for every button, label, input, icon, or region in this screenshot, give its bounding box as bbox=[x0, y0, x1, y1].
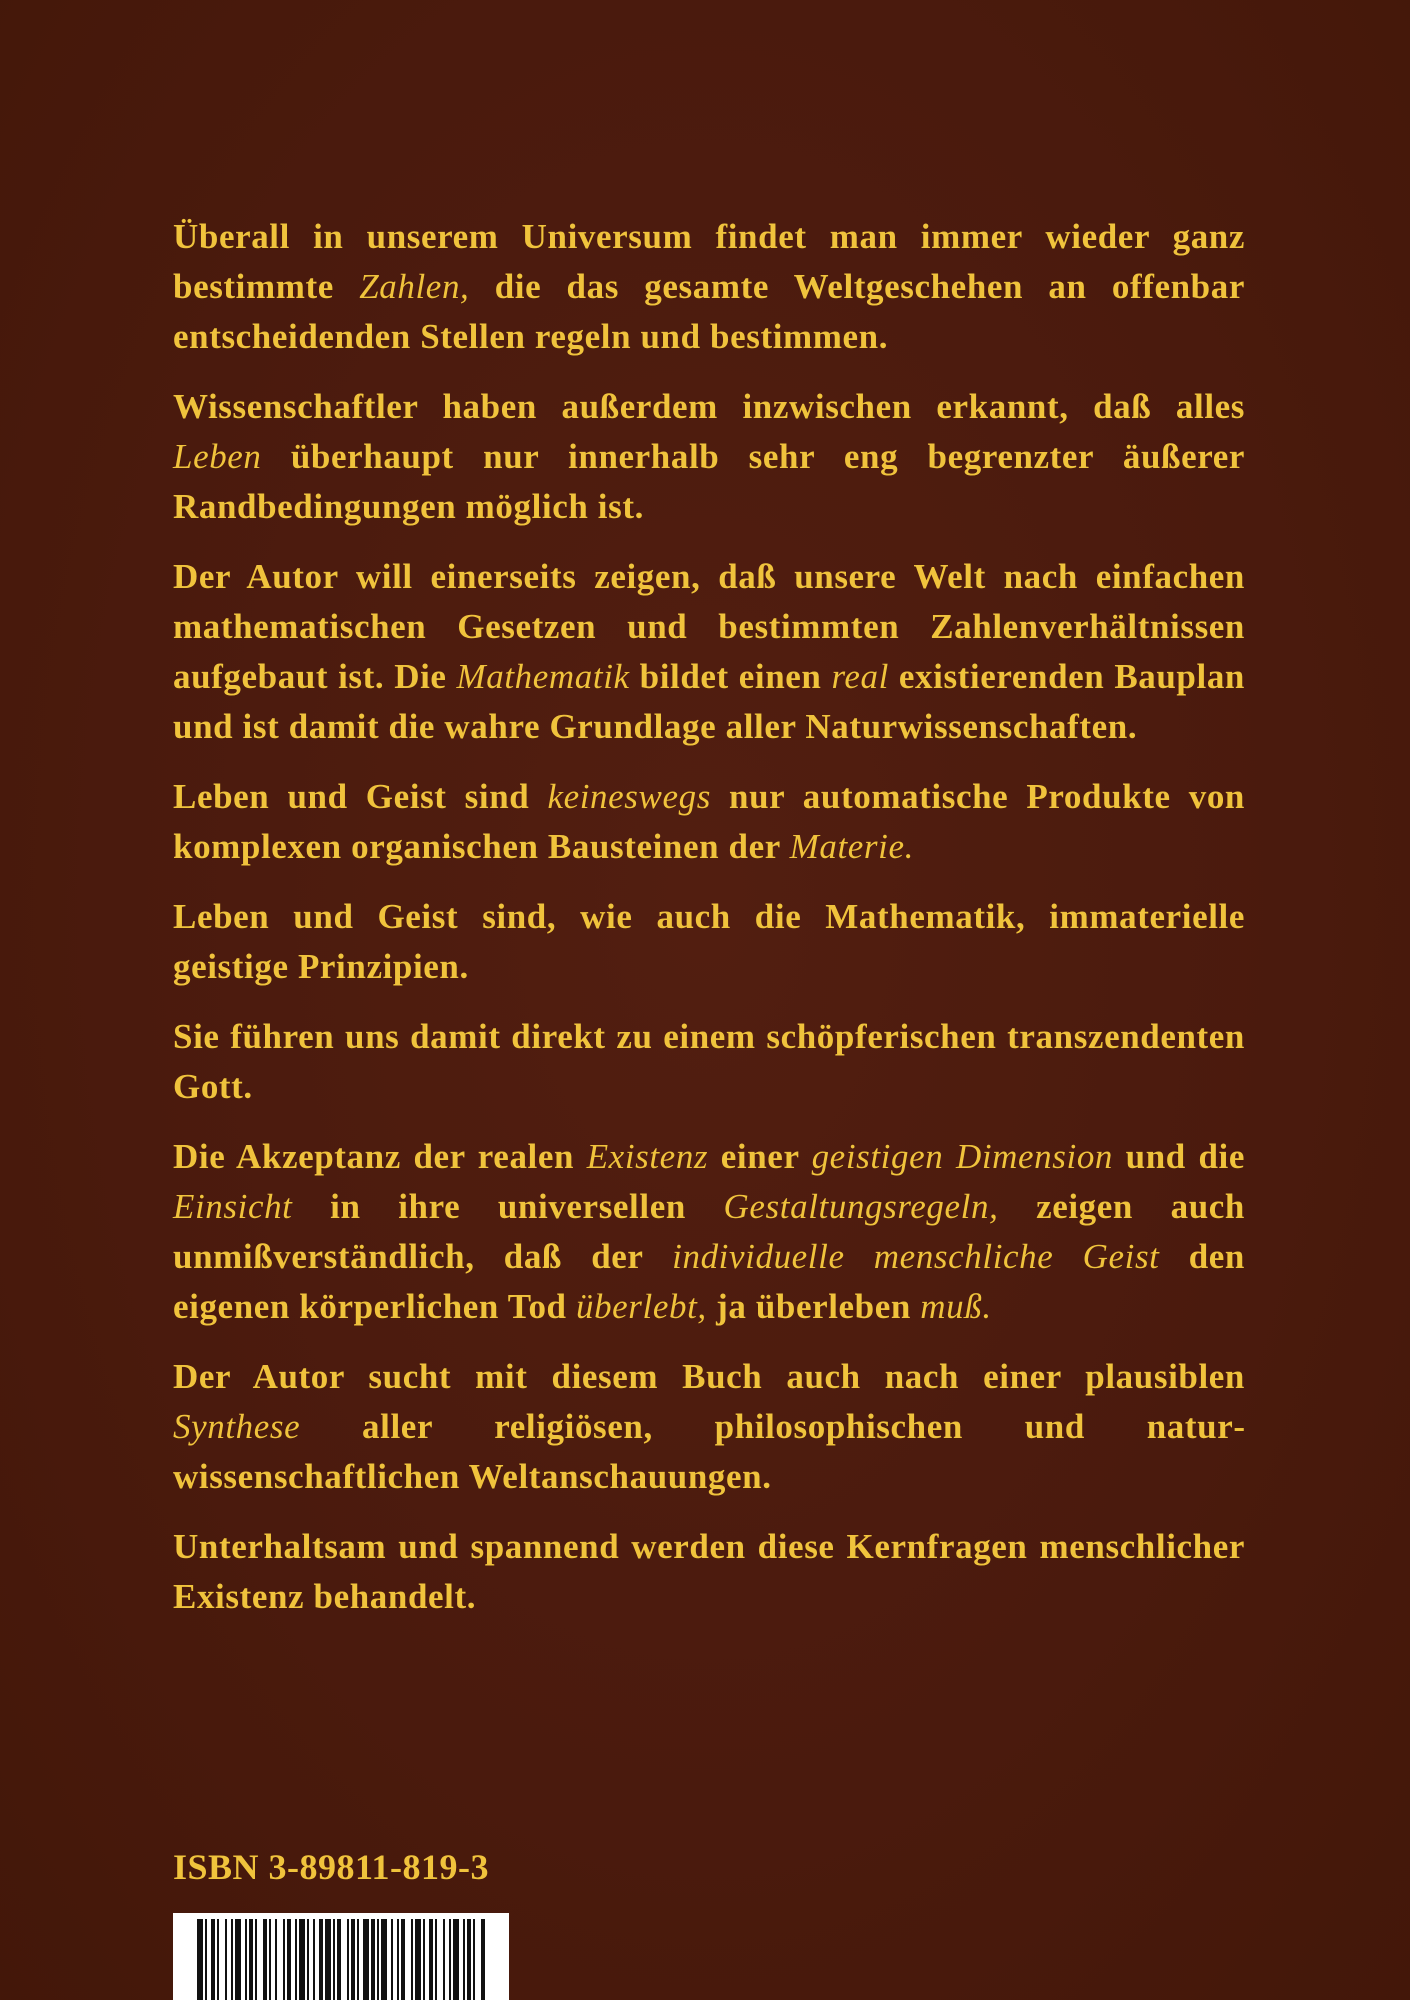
barcode-bar bbox=[275, 1919, 277, 2000]
isbn-label: ISBN 3-89811-819-3 bbox=[173, 1847, 490, 1887]
barcode-bar bbox=[211, 1919, 215, 2000]
emphasis-text: Leben bbox=[173, 437, 262, 476]
text-run: Unterhaltsam und spannend werden diese Kernfragen menschlicher Existenz behandelt. bbox=[173, 1527, 1245, 1616]
paragraph bbox=[173, 382, 1245, 532]
barcode-bar bbox=[231, 1919, 233, 2000]
barcode-bar bbox=[205, 1919, 207, 2000]
barcode-bar bbox=[295, 1919, 297, 2000]
barcode-bar bbox=[463, 1919, 465, 2000]
emphasis-text: Einsicht bbox=[173, 1187, 293, 1226]
barcode-bar bbox=[411, 1919, 413, 2000]
emphasis-text: Mathematik bbox=[456, 657, 630, 696]
barcode-bar bbox=[299, 1919, 305, 2000]
barcode-bar bbox=[481, 1919, 485, 2000]
text-run: Der Autor sucht mit diesem Buch auch nach einer plausiblen bbox=[173, 1357, 1245, 1396]
text-run: Sie führen uns damit direkt zu einem schöpferischen transzendenten Gott. bbox=[173, 1017, 1245, 1106]
barcode-bar bbox=[423, 1919, 425, 2000]
text-run: ja überleben bbox=[706, 1287, 921, 1326]
barcode-bar bbox=[197, 1919, 203, 2000]
barcode-bar bbox=[235, 1919, 241, 2000]
barcode-bar bbox=[429, 1919, 433, 2000]
paragraph bbox=[173, 1352, 1245, 1502]
barcode-bar bbox=[269, 1919, 271, 2000]
barcode-bars bbox=[197, 1919, 485, 2000]
barcode-bar bbox=[283, 1919, 285, 2000]
text-run: Die Akzeptanz der realen bbox=[173, 1137, 587, 1176]
barcode-bar bbox=[397, 1919, 399, 2000]
text-run: aller religiösen, philosophischen und naturwissenschaftlichen Weltanschauungen. bbox=[173, 1407, 1245, 1496]
barcode-bar bbox=[319, 1919, 323, 2000]
text-run: in ihre universellen bbox=[292, 1187, 724, 1226]
barcode-bar bbox=[249, 1919, 253, 2000]
paragraph bbox=[173, 1012, 1245, 1112]
emphasis-text: real bbox=[831, 657, 889, 696]
barcode-bar bbox=[225, 1919, 227, 2000]
barcode-bar bbox=[263, 1919, 267, 2000]
barcode-bar bbox=[377, 1919, 379, 2000]
emphasis-text: Materie. bbox=[789, 827, 914, 866]
barcode-bar bbox=[391, 1919, 393, 2000]
emphasis-text: Synthese bbox=[173, 1407, 301, 1446]
barcode-bar bbox=[217, 1919, 219, 2000]
emphasis-text: muß. bbox=[920, 1287, 992, 1326]
barcode-bar bbox=[347, 1919, 349, 2000]
emphasis-text: überlebt, bbox=[575, 1287, 707, 1326]
barcode-bar bbox=[467, 1919, 471, 2000]
barcode-bar bbox=[357, 1919, 359, 2000]
paragraph bbox=[173, 1522, 1245, 1622]
text-run: einer bbox=[708, 1137, 812, 1176]
barcode-bar bbox=[307, 1919, 309, 2000]
barcode-bar bbox=[453, 1919, 459, 2000]
barcode-bar bbox=[325, 1919, 331, 2000]
emphasis-text: keineswegs bbox=[547, 777, 711, 816]
text-run: Leben und Geist sind bbox=[173, 777, 548, 816]
text-run: zeigen auch unmißverständlich, daß der bbox=[173, 1187, 1245, 1276]
text-run: existierenden Bauplan und ist damit die wahre Grundlage aller Naturwissenschaften. bbox=[173, 657, 1245, 746]
barcode bbox=[173, 1913, 509, 2000]
barcode-bar bbox=[371, 1919, 375, 2000]
barcode-bar bbox=[363, 1919, 369, 2000]
paragraph bbox=[173, 552, 1245, 752]
text-run: Leben und Geist sind, wie auch die Mathematik, immaterielle geistige Prinzipien. bbox=[173, 897, 1245, 986]
text-run: Überall in unserem Universum findet man immer wieder ganz bestimmte bbox=[173, 217, 1245, 306]
barcode-bar bbox=[435, 1919, 437, 2000]
barcode-bar bbox=[415, 1919, 421, 2000]
barcode-bar bbox=[401, 1919, 405, 2000]
barcode-bar bbox=[473, 1919, 475, 2000]
emphasis-text: geistigen Dimension bbox=[811, 1137, 1114, 1176]
barcode-bar bbox=[333, 1919, 335, 2000]
barcode-bar bbox=[381, 1919, 387, 2000]
barcode-bar bbox=[443, 1919, 445, 2000]
paragraph bbox=[173, 1132, 1245, 1332]
text-run: bildet einen bbox=[629, 657, 832, 696]
paragraph bbox=[173, 212, 1245, 362]
barcode-bar bbox=[245, 1919, 247, 2000]
paragraph bbox=[173, 892, 1245, 992]
emphasis-text: Gestaltungsregeln, bbox=[723, 1187, 999, 1226]
paragraph bbox=[173, 772, 1245, 872]
emphasis-text: individuelle menschliche Geist bbox=[672, 1237, 1160, 1276]
text-run: den eigenen körperlichen Tod bbox=[173, 1237, 1245, 1326]
text-run: nur automatische Produkte von komplexen organischen Bausteinen der bbox=[173, 777, 1245, 866]
barcode-bar bbox=[337, 1919, 341, 2000]
text-run: Der Autor will einerseits zeigen, daß unsere Welt nach einfachen mathematischen Gesetzen und bestimmten Zahlenverhältnissen aufgebaut ist. Die bbox=[173, 557, 1245, 696]
emphasis-text: Zahlen, bbox=[359, 267, 470, 306]
barcode-bar bbox=[287, 1919, 291, 2000]
text-run: Wissenschaftler haben außerdem inzwischen erkannt, daß alles bbox=[173, 387, 1245, 426]
text-run: und die bbox=[1113, 1137, 1245, 1176]
barcode-bar bbox=[449, 1919, 451, 2000]
blurb-text bbox=[173, 212, 1245, 1642]
emphasis-text: Existenz bbox=[586, 1137, 709, 1176]
barcode-bar bbox=[351, 1919, 355, 2000]
text-run: die das gesamte Weltgeschehen an offenbar entscheidenden Stellen regeln und bestimmen. bbox=[173, 267, 1245, 356]
barcode-bar bbox=[255, 1919, 257, 2000]
text-run: überhaupt nur innerhalb sehr eng begrenzter äußerer Randbedingungen möglich ist. bbox=[173, 437, 1245, 526]
barcode-bar bbox=[313, 1919, 315, 2000]
